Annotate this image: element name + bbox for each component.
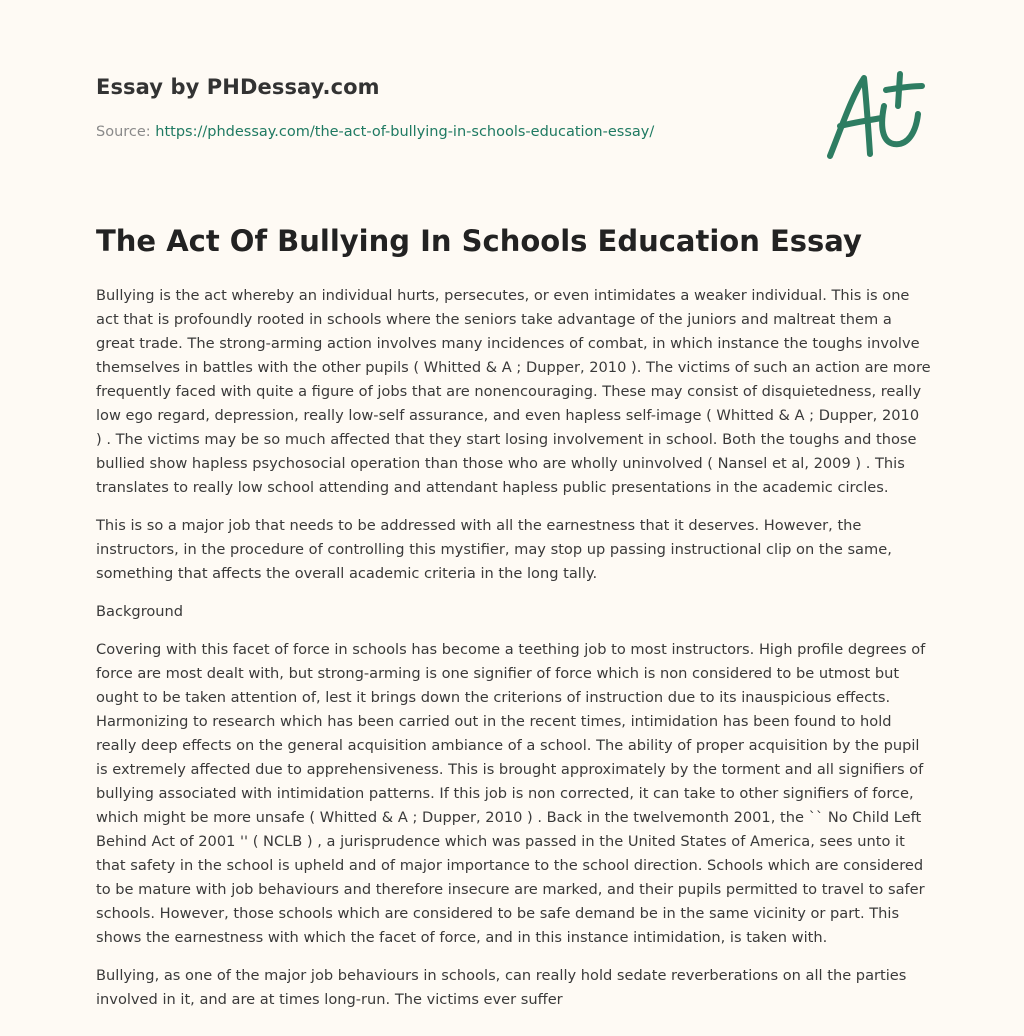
brand-name: Essay by PHDessay.com [96, 75, 380, 99]
text-line: bullying associated with intimidation patterns. If this job is non corrected, it can take to other signifiers of force, [96, 785, 914, 802]
text-line: themselves in battles with the other pupils ( Whitted & A ; Dupper, 2010 ). The victims of such an action are more [96, 359, 931, 376]
text-line: shows the earnestness with which the facet of force, and in this instance intimidation, is taken with. [96, 929, 828, 946]
text-line: great trade. The strong-arming action involves many incidences of combat, in which instance the toughs involve [96, 335, 920, 352]
text-line: is extremely affected due to apprehensiveness. This is brought approximately by the torment and all signifiers of [96, 761, 924, 778]
paragraph [96, 638, 936, 950]
source-link[interactable]: https://phdessay.com/the-act-of-bullying-in-schools-education-essay/ [155, 124, 655, 140]
text-line: which might be more unsafe ( Whitted & A ; Dupper, 2010 ) . Back in the twelvemonth 2001, the `` No Child Left [96, 809, 922, 826]
text-line: ) . The victims may be so much affected that they start losing involvement in school. Both the toughs and those [96, 431, 917, 448]
paragraph [96, 284, 936, 500]
paragraph [96, 514, 936, 586]
a-plus-logo-icon [820, 66, 930, 166]
text-line: force are most dealt with, but strong-arming is one signifier of force which is non considered to be utmost but [96, 665, 900, 682]
text-line: bullied show hapless psychosocial operation than those who are wholly uninvolved ( Nansel et al, 2009 ) . This [96, 455, 905, 472]
section-heading [96, 600, 936, 624]
text-line: something that affects the overall academic criteria in the long tally. [96, 565, 598, 582]
page-title: The Act Of Bullying In Schools Education Essay [96, 224, 862, 258]
source-line [96, 124, 654, 140]
paragraph [96, 964, 936, 1012]
text-line: translates to really low school attending and attendant hapless public presentations in the academic circles. [96, 479, 889, 496]
text-line: involved in it, and are at times long-run. The victims ever suffer [96, 991, 563, 1008]
text-line: Bullying, as one of the major job behaviours in schools, can really hold sedate reverberations on all the parties [96, 967, 907, 984]
text-line: schools. However, those schools which are considered to be safe demand be in the same vicinity or part. This [96, 905, 900, 922]
essay-body [96, 284, 936, 1026]
text-line: act that is profoundly rooted in schools where the seniors take advantage of the juniors and maltreat them a [96, 311, 892, 328]
text-line: This is so a major job that needs to be addressed with all the earnestness that it deserves. However, the [96, 517, 862, 534]
text-line: frequently faced with quite a figure of jobs that are nonencouraging. These may consist of disquietedness, really [96, 383, 922, 400]
text-line: Background [96, 603, 184, 620]
source-label: Source: [96, 124, 156, 140]
text-line: that safety in the school is upheld and of major importance to the school direction. Schools which are considered [96, 857, 924, 874]
text-line: Harmonizing to research which has been carried out in the recent times, intimidation has been found to hold [96, 713, 892, 730]
text-line: Behind Act of 2001 '' ( NCLB ) , a jurisprudence which was passed in the United States of America, sees unto it [96, 833, 905, 850]
text-line: Bullying is the act whereby an individual hurts, persecutes, or even intimidates a weaker individual. This is one [96, 287, 910, 304]
text-line: to be mature with job behaviours and therefore insecure are marked, and their pupils permitted to travel to safer [96, 881, 925, 898]
text-line: Covering with this facet of force in schools has become a teething job to most instructors. High profile degrees of [96, 641, 926, 658]
text-line: really deep effects on the general acquisition ambiance of a school. The ability of proper acquisition by the pupil [96, 737, 920, 754]
text-line: ought to be taken attention of, lest it brings down the criterions of instruction due to its inauspicious effects. [96, 689, 891, 706]
text-line: low ego regard, depression, really low-self assurance, and even hapless self-image ( Whitted & A ; Dupper, 2010 [96, 407, 920, 424]
text-line: instructors, in the procedure of controlling this mystifier, may stop up passing instructional clip on the same, [96, 541, 892, 558]
